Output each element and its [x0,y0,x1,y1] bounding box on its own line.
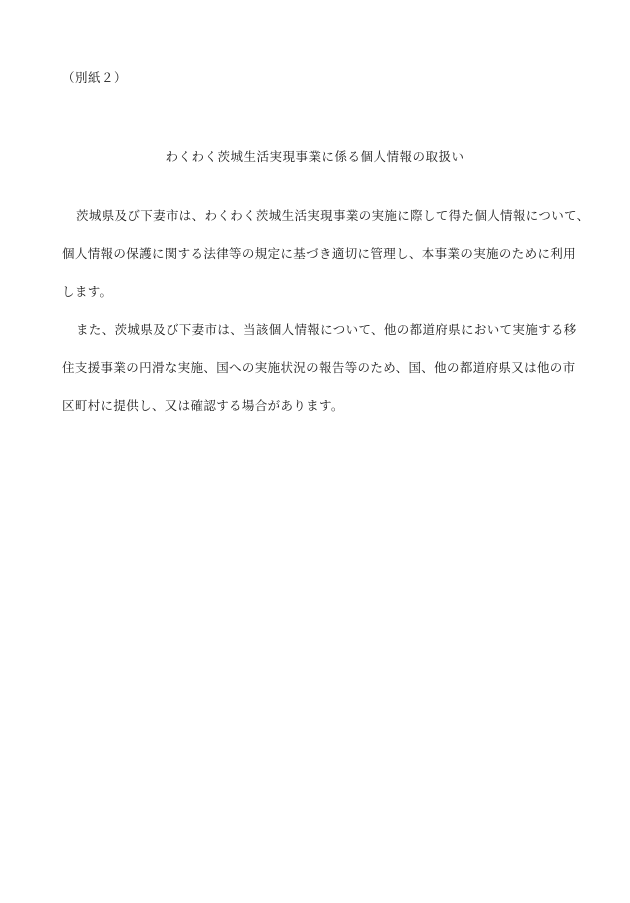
paragraph-line: 区町村に提供し、又は確認する場合があります。 [62,398,344,413]
paragraph-line: 茨城県及び下妻市は、わくわく茨城生活実現事業の実施に際して得た個人情報について、 [76,208,590,223]
paragraph-line: また、茨城県及び下妻市は、当該個人情報について、他の都道府県において実施する移 [76,322,577,337]
paragraph-line: します。 [62,284,113,299]
document-title: わくわく茨城生活実現事業に係る個人情報の取扱い [165,149,465,164]
attachment-label: （別紙２） [62,70,128,85]
paragraph-line: 住支援事業の円滑な実施、国への実施状況の報告等のため、国、他の都道府県又は他の市 [62,360,576,375]
paragraph-line: 個人情報の保護に関する法律等の規定に基づき適切に管理し、本事業の実施のために利用 [62,246,577,261]
